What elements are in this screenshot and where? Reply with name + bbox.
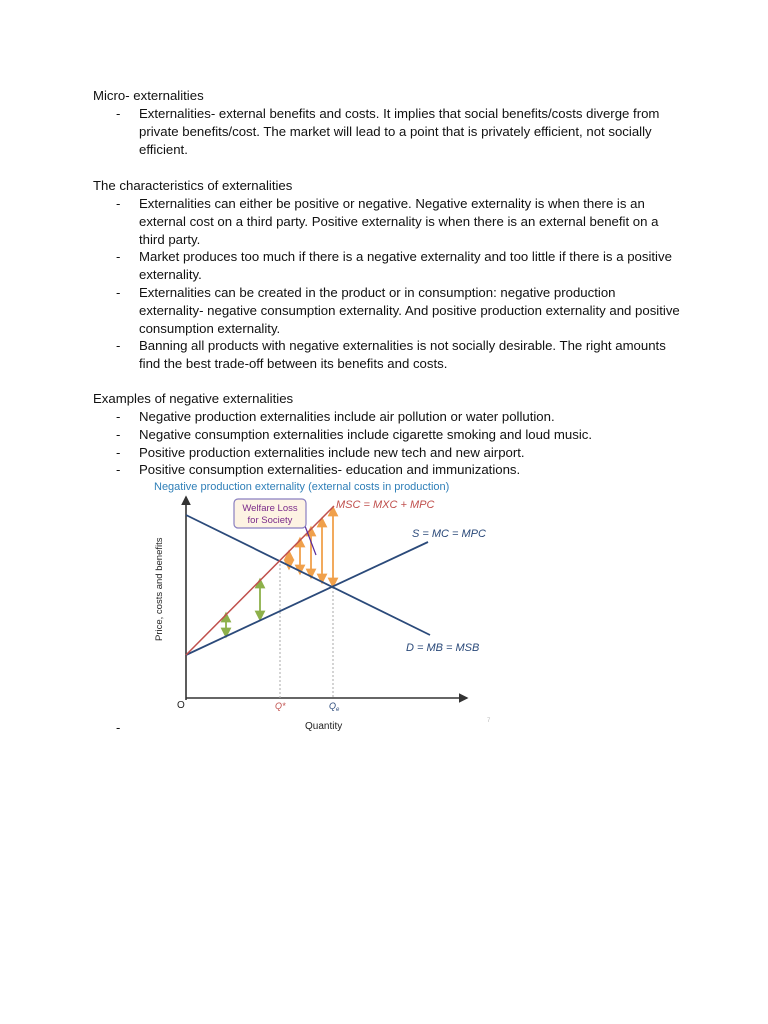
bullet-text: Positive production externalities include new tech and new airport. xyxy=(139,445,525,460)
externality-figure xyxy=(145,478,505,740)
origin-label: O xyxy=(177,700,185,711)
bullet-item xyxy=(93,461,683,479)
section-heading-micro-externalities: Micro- externalities xyxy=(93,88,204,103)
bullet-text: Externalities- external benefits and costs. It implies that social benefits/costs diverge from private benefits/cost. The market will lead to a point that is privately efficient, not socially efficient. xyxy=(139,106,660,157)
supply-curve-mpc xyxy=(186,542,428,655)
demand-label: D = MB = MSB xyxy=(406,642,480,654)
bullet-marker: - xyxy=(116,445,121,460)
bullet-marker: - xyxy=(116,196,121,211)
supply-label: S = MC = MPC xyxy=(412,528,486,540)
callout-line-2: for Society xyxy=(247,515,293,526)
bullet-marker: - xyxy=(116,338,121,353)
bullet-text: Negative production externalities include air pollution or water pollution. xyxy=(139,409,555,424)
bullet-item xyxy=(93,284,683,337)
bullet-item xyxy=(93,444,683,462)
externality-chart xyxy=(145,478,505,740)
bullet-text: Banning all products with negative externalities is not socially desirable. The right amounts find the best trade-off between its benefits and costs. xyxy=(139,338,666,371)
q-star-label: Q* xyxy=(275,701,286,711)
bullet-marker: - xyxy=(116,427,121,442)
bullet-text: Market produces too much if there is a negative externality and too little if there is a positive externality. xyxy=(139,249,672,282)
figure-title: Negative production externality (external costs in production) xyxy=(154,481,450,493)
bullet-item xyxy=(93,248,683,284)
empty-bullet-marker: - xyxy=(116,720,121,735)
bullet-marker: - xyxy=(116,462,121,477)
bullet-item xyxy=(93,105,683,158)
bullet-item xyxy=(93,426,683,444)
bullet-text: Positive consumption externalities- education and immunizations. xyxy=(139,462,521,477)
bullet-item xyxy=(93,195,683,248)
q-e-label: $Q_e$ xyxy=(329,701,340,713)
y-axis-label: Price, costs and benefits xyxy=(154,537,165,641)
x-axis-label: Quantity xyxy=(305,721,343,732)
bullet-text: Externalities can either be positive or negative. Negative externality is when there is an external cost on a third party. Positive externality is when there is an external benefit on a third party. xyxy=(139,196,659,247)
bullet-marker: - xyxy=(116,106,121,121)
section-heading-examples: Examples of negative externalities xyxy=(93,391,294,406)
bullet-text: Negative consumption externalities include cigarette smoking and loud music. xyxy=(139,427,593,442)
bullet-marker: - xyxy=(116,409,121,424)
page-mark: 7 xyxy=(487,718,491,724)
callout-line-1: Welfare Loss xyxy=(242,503,298,514)
msc-label: MSC = MXC + MPC xyxy=(336,499,435,511)
section-heading-characteristics: The characteristics of externalities xyxy=(93,178,293,193)
bullet-item xyxy=(93,408,683,426)
bullet-marker: - xyxy=(116,285,121,300)
bullet-item xyxy=(93,337,683,373)
bullet-marker: - xyxy=(116,249,121,264)
bullet-text: Externalities can be created in the product or in consumption: negative production externality- negative consumption externality. And positive production externality and positive consumption externality. xyxy=(139,285,680,336)
